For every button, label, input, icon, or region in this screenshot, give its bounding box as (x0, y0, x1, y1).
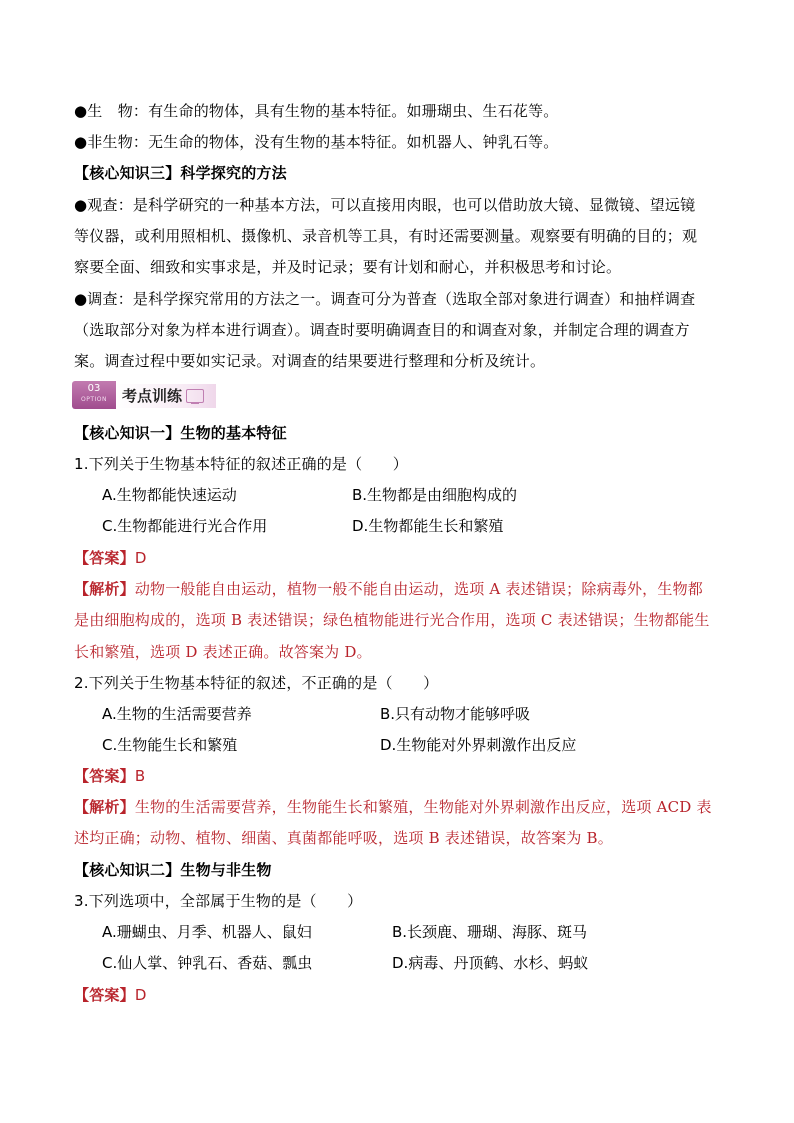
q2-option-d: D.生物能对外界刺激作出反应 (380, 736, 577, 754)
section2-heading: 【核心知识二】生物与非生物 (74, 861, 272, 879)
analysis-tag: 【解析】 (74, 580, 135, 598)
q3-option-a: A.珊蝴虫、月季、机器人、鼠妇 (102, 923, 312, 941)
banner-sub: OPTION (81, 396, 107, 403)
q3-stem: 3.下列选项中，全部属于生物的是（ ） (74, 892, 363, 910)
monitor-icon (186, 389, 204, 403)
answer-tag: 【答案】 (74, 986, 135, 1004)
observe-line-1: ●观查：是科学研究的一种基本方法，可以直接用肉眼，也可以借助放大镜、显微镜、望远镜 (74, 196, 696, 214)
bullet-non-living-things (74, 132, 724, 152)
observe-line-3: 察要全面、细致和实事求是，并及时记录；要有计划和耐心，并积极思考和讨论。 (74, 258, 622, 276)
survey-line-3: 案。调查过程中要如实记录。对调查的结果要进行整理和分析及统计。 (74, 352, 546, 370)
q2-stem: 2.下列关于生物基本特征的叙述，不正确的是（ ） (74, 674, 439, 692)
q1-stem: 1.下列关于生物基本特征的叙述正确的是（ ） (74, 455, 408, 473)
survey-line-1: ●调查：是科学探究常用的方法之一。调查可分为普查（选取全部对象进行调查）和抽样调查 (74, 290, 696, 308)
q1-option-a: A.生物都能快速运动 (102, 486, 237, 504)
answer-tag: 【答案】 (74, 549, 135, 567)
bullet-text: 非生物：无生命的物体，没有生物的基本特征。如机器人、钟乳石等。 (87, 133, 559, 151)
q1-analysis-line-1 (74, 579, 724, 599)
q1-answer (74, 548, 724, 568)
q2-analysis-line-2: 述均正确；动物、植物、细菌、真菌都能呼吸，选项 B 表述错误，故答案为 B。 (74, 829, 613, 847)
observe-line-2: 等仪器，或利用照相机、摄像机、录音机等工具，有时还需要测量。观察要有明确的目的；观 (74, 227, 698, 245)
q1-analysis-line-3: 长和繁殖，选项 D 表述正确。故答案为 D。 (74, 643, 372, 661)
q3-option-b: B.长颈鹿、珊瑚、海豚、斑马 (392, 923, 588, 941)
bullet-living-things (74, 101, 724, 121)
answer-value: B (134, 767, 146, 785)
q1-analysis-line-2: 是由细胞构成的，选项 B 表述错误；绿色植物能进行光合作用，选项 C 表述错误；生物都能生 (74, 611, 710, 629)
bullet-text: 生 物：有生命的物体，具有生物的基本特征。如珊瑚虫、生石花等。 (87, 102, 559, 120)
banner-title: 考点训练 (122, 387, 183, 405)
q2-option-b: B.只有动物才能够呼吸 (380, 705, 531, 723)
survey-line-2: （选取部分对象为样本进行调查）。调查时要明确调查目的和调查对象，并制定合理的调查方 (74, 321, 690, 339)
banner-number: 03 (87, 383, 101, 394)
section3-heading: 【核心知识三】科学探究的方法 (74, 164, 287, 182)
bullet-icon: ● (74, 133, 88, 151)
answer-tag: 【答案】 (74, 767, 135, 785)
analysis-text: 动物一般能自由运动，植物一般不能自由运动，选项 A 表述错误；除病毒外，生物都 (134, 580, 703, 598)
q1-option-d: D.生物都能生长和繁殖 (352, 517, 504, 535)
analysis-text: 生物的生活需要营养，生物能生长和繁殖，生物能对外界刺激作出反应，选项 ACD 表 (134, 798, 712, 816)
section1-heading: 【核心知识一】生物的基本特征 (74, 424, 287, 442)
analysis-tag: 【解析】 (74, 798, 135, 816)
q1-option-c: C.生物都能进行光合作用 (102, 517, 268, 535)
q1-option-b: B.生物都是由细胞构成的 (352, 486, 518, 504)
q2-option-c: C.生物能生长和繁殖 (102, 736, 238, 754)
answer-value: D (134, 986, 147, 1004)
q3-answer (74, 985, 724, 1005)
answer-value: D (134, 549, 147, 567)
q3-option-c: C.仙人掌、钟乳石、香菇、瓢虫 (102, 954, 313, 972)
bullet-icon: ● (74, 102, 88, 120)
q2-option-a: A.生物的生活需要营养 (102, 705, 252, 723)
q2-answer (74, 766, 724, 786)
q3-option-d: D.病毒、丹顶鹤、水杉、蚂蚁 (392, 954, 589, 972)
section-banner (72, 381, 222, 411)
q2-analysis-line-1 (74, 797, 724, 817)
